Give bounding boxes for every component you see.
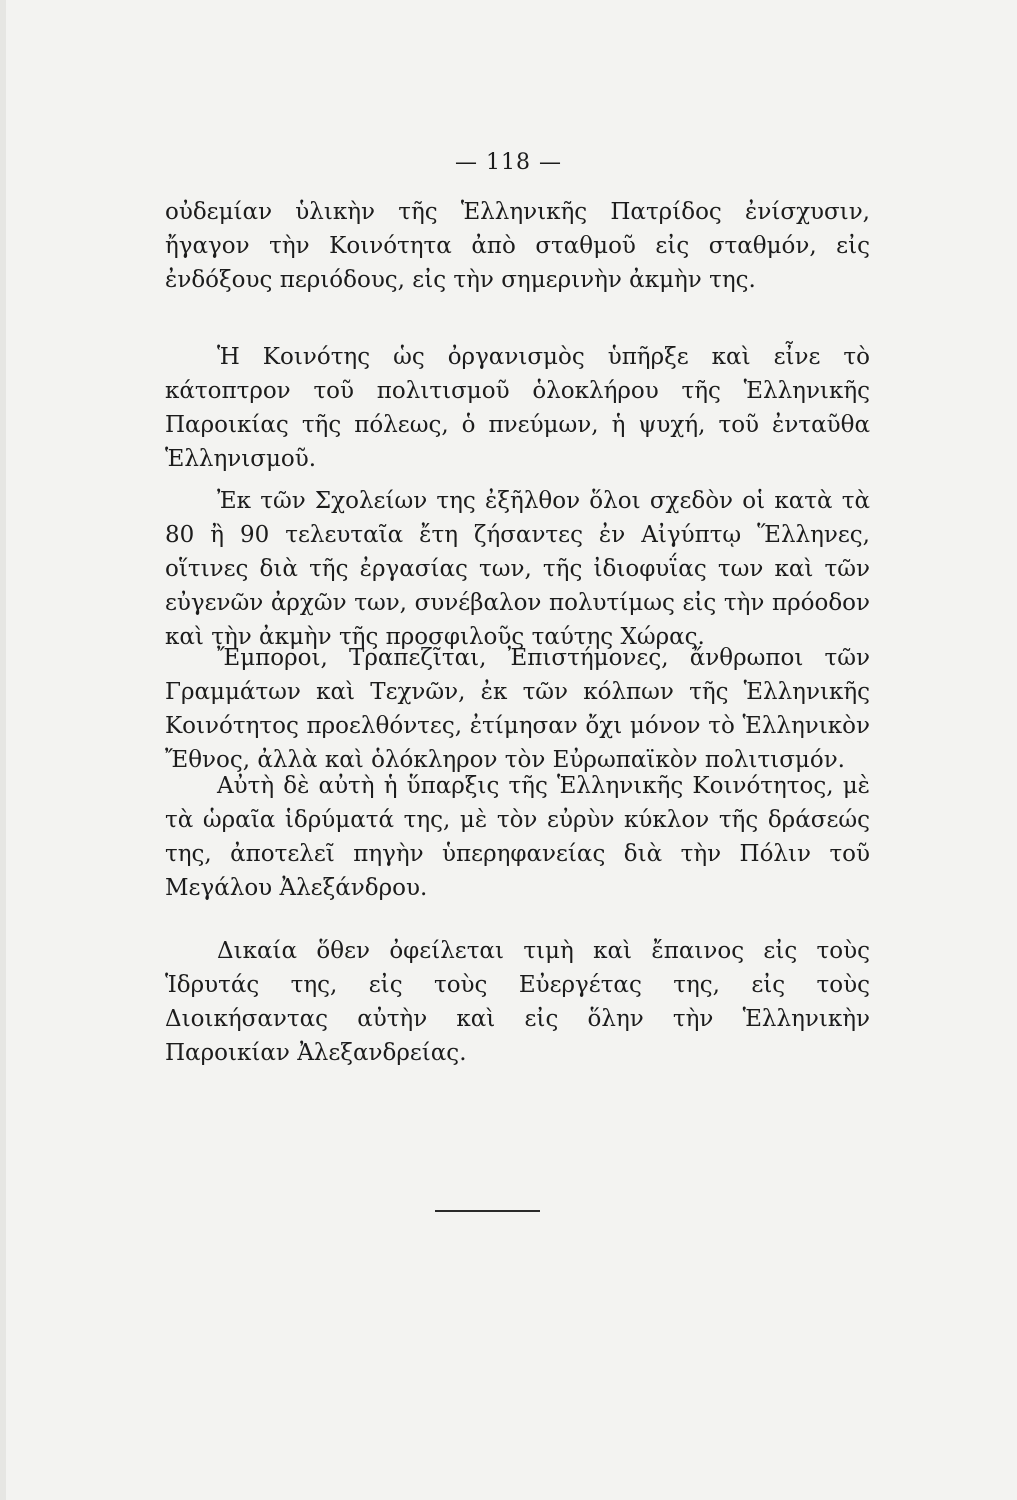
paragraph-2: Ἡ Κοινότης ὡς ὀργανισμὸς ὑπῆρξε καὶ εἶνε τὸ κάτοπτρον τοῦ πολιτισμοῦ ὁλοκλήρου τῆς Ἑλληνικῆς Παροικίας τῆς πόλεως, ὁ πνεύμων, ἡ ψυχή, τοῦ ἐνταῦθα Ἑλληνισμοῦ. — [165, 344, 870, 472]
page-number: — 118 — — [455, 150, 562, 175]
paragraph-5: Αὐτὴ δὲ αὐτὴ ἡ ὕπαρξις τῆς Ἑλληνικῆς Κοινότητος, μὲ τὰ ὡραῖα ἱδρύματά της, μὲ τὸν εὐρὺν κύκλον τῆς δράσεώς της, ἀποτελεῖ πηγὴν ὑπερηφανείας διὰ τὴν Πόλιν τοῦ Μεγάλου Ἀλεξάνδρου. — [165, 773, 870, 901]
paragraph-4: Ἔμποροι, Τραπεζῖται, Ἐπιστήμονες, ἄνθρωποι τῶν Γραμμάτων καὶ Τεχνῶν, ἐκ τῶν κόλπων τῆς Ἑλληνικῆς Κοινότητος προελθόντες, ἐτίμησαν ὄχι μόνον τὸ Ἑλληνικὸν Ἔθνος, ἀλλὰ καὶ ὁλόκληρον τὸν Εὐρωπαϊκὸν πολιτισμόν. — [165, 645, 870, 773]
paragraph-6: Δικαία ὅθεν ὀφείλεται τιμὴ καὶ ἔπαινος εἰς τοὺς Ἱδρυτάς της, εἰς τοὺς Εὐεργέτας της, εἰς τοὺς Διοικήσαντας αὐτὴν καὶ εἰς ὅλην τὴν Ἑλληνικὴν Παροικίαν Ἀλεξανδρείας. — [165, 938, 870, 1066]
paragraph-1: οὐδεμίαν ὑλικὴν τῆς Ἑλληνικῆς Πατρίδος ἐνίσχυσιν, ἤγαγον τὴν Κοινότητα ἀπὸ σταθμοῦ εἰς σταθμόν, εἰς ἐνδόξους περιόδους, εἰς τὴν σημερινὴν ἀκμὴν της. — [165, 199, 870, 293]
closing-rule — [435, 1210, 540, 1212]
paragraph-3: Ἐκ τῶν Σχολείων της ἐξῆλθον ὅλοι σχεδὸν οἱ κατὰ τὰ 80 ἢ 90 τελευταῖα ἔτη ζήσαντες ἐν Αἰγύπτῳ Ἕλληνες, οἵτινες διὰ τῆς ἐργασίας των, τῆς ἰδιοφυΐας των καὶ τῶν εὐγενῶν ἀρχῶν των, συνέβαλον πολυτίμως εἰς τὴν πρόοδον καὶ τὴν ἀκμὴν τῆς προσφιλοῦς ταύτης Χώρας. — [165, 488, 870, 650]
